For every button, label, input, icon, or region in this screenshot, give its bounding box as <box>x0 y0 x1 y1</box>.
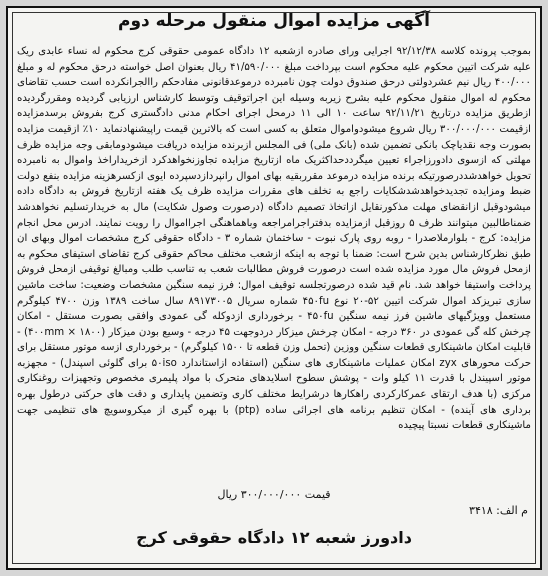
notice-title: آگهی مزایده اموال منقول مرحله دوم <box>118 11 430 31</box>
notice-frame <box>6 6 542 570</box>
signature: دادورز شعبه ۱۲ دادگاه حقوقی کرج <box>136 528 412 547</box>
notice-body: بموجب پرونده کلاسه ۹۲/۱۲/۳۸ اجرایی ورای صادره ازشعبه ۱۲ دادگاه عمومی حقوقی کرج محکوم له نساء عابدی ریک علیه شرکت اتیین محکوم علیه محکوم است بپرداخت مبلغ ۴۱/۵۹۰/۰۰۰ ریال بعنوان اصل خواسته درحق محکوم له و مبلغ ۴۰۰/۰۰۰ ریال نیم عشردولتی درحق صندوق دولت چون نامبرده درموعدقانونی مفادحکم راالجرانکرده است حسب تقاضای محکوم له اموال منقول محکوم علیه بشرح زیربه وسیله این اجراتوقیف وتوسط کارشناس ارزیابی گردیده ومقررگردیده ازطریق مزایده درتاریخ ۹۲/۱۱/۲۱ ساعت ۱۰ الی ۱۱ درمحل اجرای احکام مدنی دادگستری کرج بفروش برسدمزایده ازقیمت ۳۰۰/۰۰۰/۰۰۰ ریال شروع میشودواموال متعلق به کسی است که بالاترین قیمت راپیشنهادنماید ۱۰٪ ازقیمت مزایده بصورت وجه نقدیاچک بانکی تضمین شده (بانک ملی) فی المجلس ازبرنده مزایده دریافت میشودومابقی وجه مزایده ظرف مهلتی که ازسوی دادورزاجراء تعیین میگرددحداکثریک ماه ازتاریخ مزایده تجاوزنخواهدکرد ازخریداراخذ واموال به نامبرده تحویل خواهدشددرصورتیکه برنده مزایده درموعد مقرربقیه بهای اموال رانپردازدسپرده ایوی ازکسرهزینه مزایده بنفع دولت ضبط ومزایده تجدیدخواهدشدشکایات راجع به تخلف های مقررات مزایده ظرف یک هفته ازتاریخ فروش به دادگاه داده میشودوقبل ازانقضای مهلت مذکورنقایل ازاتخاذ تصمیم دادگاه (درصورت وصول شکایت) مال به خریدارتسلیم نخواهدشد ضمناطالبین میتوانند ظرف ۵ روزقبل ازمزایده بدفتراجرامراجعه وباهماهنگی اجرااموال را رویت نمایند. ادرس محل انجام مزایده: کرج - بلوارملاصدرا - روبه روی پارک نبوت - ساختمان شماره ۳ - دادگاه حقوقی کرج مشخصات اموال وبهای ان طبق نظرکارشناس بدین شرح است: ضمنا با توجه به اینکه ازشعب مختلف محاکم حقوقی کرج تقاضای استیفای محکوم به ازمحل فروش مال مورد مزایده شده است درصورت فروش مطالبات شعب به تناسب طلب ومبالغ توقیفی ازمحل فروش پرداخت واستیفا خواهد شد. نام قید شده درصورتجلسه توقیف اموال: فرز نیمه سنگین مشخصات وضعیت: ساخت ماشین سازی تبریزکد اموال شرکت اتیین ۵۲-۲۰ نوع ۴۵۰fu شماره سریال ۸۹۱۷۳۰۰۵ سال ساخت ۱۳۸۹ وزن ۴۷۰۰ کیلوگرم مستعمل وویژگیهای ماشین فرز نیمه سنگین ۴۵۰fu - برخورداری ازدوکله گی عمودی وافقی بصورت مستقل - امکان چرخش کله گی عمودی در ۳۶۰ درجه - امکان چرخش میزکار دردوجهت ۴۵ درجه - وسیع بودن میزکار (۱۸۰۰ × ۴۰۰mm) - قابلیت امکان ماشینکاری قطعات سنگین ووزین (تحمل وزن قطعه تا ۱۵۰۰ کیلوگرم) - برخورداری ازسه موتور مستقل برای حرکت محورهای zyx امکان عملیات ماشینکاری های سنگین (استفاده ازاستاندارد ۵۰iso برای گلوئی اسپندل) - مجهزبه موتور اسپیندل با قدرت ۱۱ کیلو وات - پوشش سطوح اسلایدهای متحرک با مواد پلیمری مخصوص وتجهیزات روغنکاری مرکزی (با هدف ارتقای عمرکارکردی راهکارها درشرایط مختلف کاری وتضمین پایداری و دقت های حرکتی درطول بهره برداری های آینده) - امکان تنظیم برنامه های اجرائی ساده (ptp) با بهره گیری از میکروسویچ های تنظیمی جهت ماشینکاری قطعات نسبتا پیچیده <box>17 46 531 432</box>
reference-number: م الف: ۳۴۱۸ <box>469 504 528 517</box>
total-price: قیمت ۳۰۰/۰۰۰/۰۰۰ ریال <box>217 488 331 501</box>
